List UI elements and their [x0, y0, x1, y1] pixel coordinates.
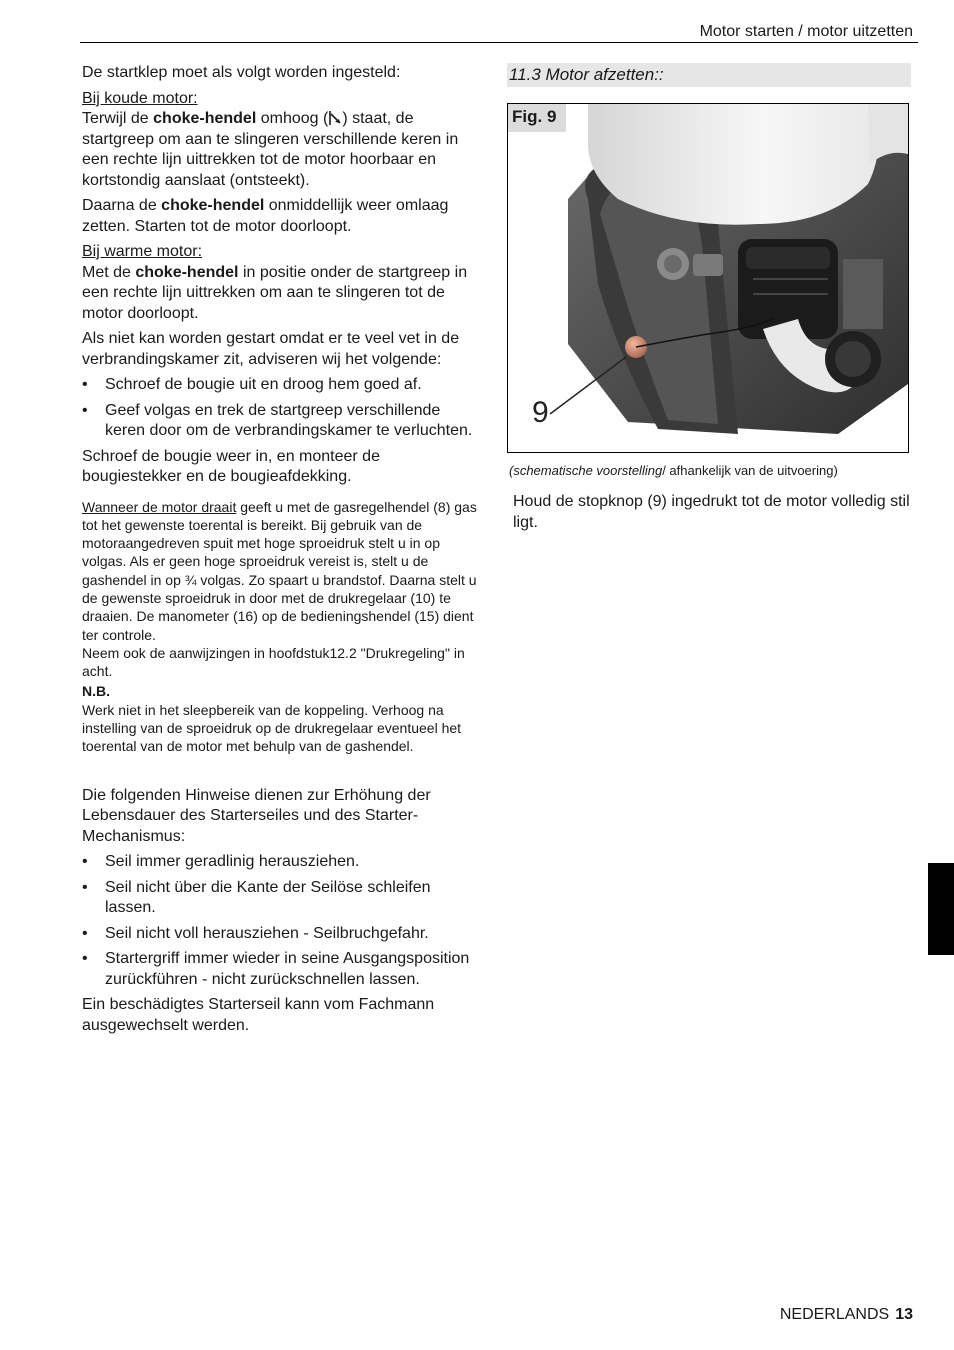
section-heading: 11.3 Motor afzetten::: [507, 63, 911, 87]
page-number: 13: [895, 1306, 913, 1323]
warm-engine-heading: Bij warme motor:: [82, 243, 203, 260]
list-item: • Seil nicht voll herausziehen - Seilbruchgefahr.: [82, 924, 482, 945]
header-rule: [80, 42, 918, 43]
list-item: • Startergriff immer wieder in seine Ausgangsposition zurückführen - nicht zurückschnellen lassen.: [82, 949, 482, 990]
left-column: [82, 63, 482, 1041]
list-item: • Seil nicht über die Kante der Seilöse schleifen lassen.: [82, 878, 482, 919]
figure-caption: (schematische voorstelling/ afhankelijk van de uitvoering): [509, 463, 838, 478]
right-column: [507, 63, 911, 533]
engine-photo-illustration: [508, 104, 908, 452]
cold-engine-heading: Bij koude motor:: [82, 89, 198, 107]
footer-language: NEDERLANDS: [779, 1306, 890, 1323]
engine-photo-figure: [507, 103, 909, 453]
figure-label: Fig. 9: [508, 104, 566, 132]
flood-intro: Als niet kan worden gestart omdat er te veel vet in de verbrandingskamer zit, adviseren wij het volgende:: [82, 330, 460, 368]
flood-list: [82, 375, 482, 442]
list-item: • Seil immer geradlinig herausziehen.: [82, 852, 482, 873]
nb-text: Werk niet in het sleepbereik van de koppeling. Verhoog na instelling van de sproeidruk op de drukregelaar eventueel het toerental van de motor met behulp van de gashendel.: [82, 701, 462, 755]
intro-text: De startklep moet als volgt worden ingesteld:: [82, 64, 401, 81]
german-intro: Die folgenden Hinweise dienen zur Erhöhung der Lebensdauer des Starterseiles und des Starter-Mechanismus:: [82, 786, 431, 845]
cold-engine-paragraph-2: Daarna de choke-hendel onmiddellijk weer omlaag zetten. Starten tot de motor doorloopt.: [82, 197, 449, 235]
stop-instruction: Houd de stopknop (9) ingedrukt tot de motor volledig stil ligt.: [513, 493, 910, 531]
list-item: • Schroef de bougie uit en droog hem goed af.: [82, 375, 482, 396]
list-item: • Geef volgas en trek de startgreep verschillende keren door om de verbrandingskamer te verluchten.: [82, 401, 482, 442]
running-paragraph: Wanneer de motor draait geeft u met de gasregelhendel (8) gas tot het gewenste toerental is bereikt. Bij gebruik van de motoraangedreven spuit met hoge sproeidruk stelt u in op volgas. Als er geen hoge sproeidruk vereist is, stelt u de gashendel in op ¾ volgas. Zo spaart u brandstof. Daarna stelt u de gewenste sproeidruk in door met de drukregelaar (10) te draaien. De manometer (16) op de bedieningshendel (15) dient ter controle.: [82, 498, 477, 643]
running-header: Motor starten / motor uitzetten: [699, 23, 913, 40]
page-footer: [780, 1306, 913, 1324]
warm-engine-paragraph: Met de choke-hendel in positie onder de startgreep in een rechte lijn uittrekken om aan te slingeren tot de motor doorloopt.: [82, 263, 468, 322]
nb-label: N.B.: [82, 683, 110, 700]
choke-symbol-icon: [328, 110, 342, 126]
german-list: [82, 852, 482, 990]
flood-outro: Schroef de bougie weer in, en monteer de bougiestekker en de bougieafdekking.: [82, 447, 380, 485]
running-reference: Neem ook de aanwijzingen in hoofdstuk12.2 "Drukregeling" in acht.: [82, 644, 465, 680]
chapter-tab-marker: [928, 863, 954, 955]
callout-number: 9: [532, 396, 549, 429]
german-outro: Ein beschädigtes Starterseil kann vom Fachmann ausgewechselt werden.: [82, 996, 435, 1034]
cold-engine-paragraph-1: Terwijl de choke-hendel omhoog ( ) staat, de startgreep om aan te slingeren verschillende keren in een rechte lijn uittrekken tot de motor hoorbaar en kortstondig aanslaat (ontsteekt).: [82, 110, 459, 189]
running-section: [82, 498, 482, 756]
